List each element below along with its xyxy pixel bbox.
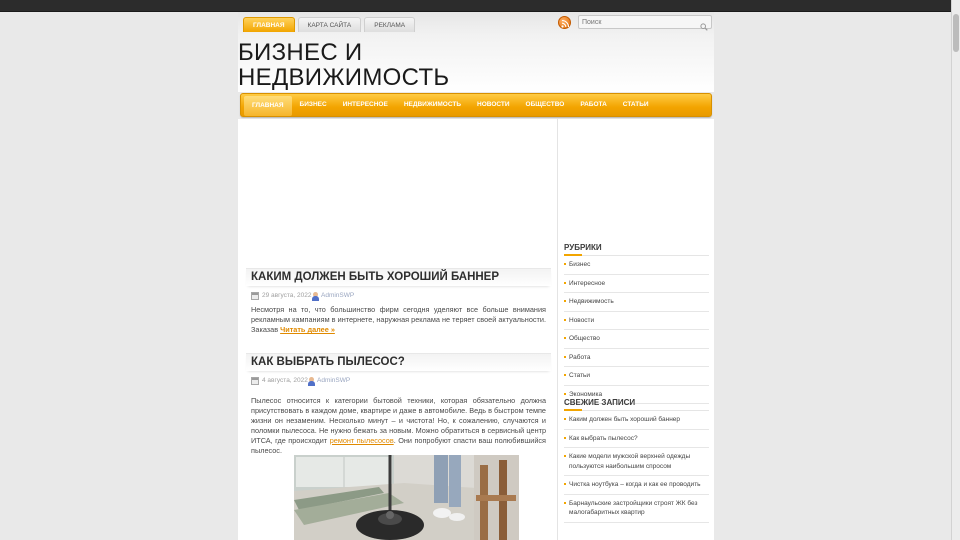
vertical-scrollbar[interactable]	[951, 0, 960, 540]
category-business[interactable]: Бизнес	[564, 256, 709, 275]
post-image-vacuum[interactable]	[294, 455, 519, 540]
post-date: 4 августа, 2022	[262, 377, 308, 384]
recent-post-link[interactable]: Барнаульские застройщики строят ЖК без малогабаритных квартир	[564, 495, 709, 523]
post-meta	[246, 374, 551, 390]
recent-post-link[interactable]: Какие модели мужской верхней одежды пользуются наибольшим спросом	[564, 448, 709, 476]
recent-posts-list	[564, 411, 709, 523]
category-news[interactable]: Новости	[564, 312, 709, 331]
post-excerpt	[246, 396, 551, 456]
recent-post-link[interactable]: Как выбрать пылесос?	[564, 430, 709, 449]
post-date: 29 августа, 2022	[262, 292, 312, 299]
post-title[interactable]: КАКИМ ДОЛЖЕН БЫТЬ ХОРОШИЙ БАННЕР	[251, 271, 500, 283]
nav-work[interactable]: РАБОТА	[580, 101, 607, 108]
nav-home[interactable]: ГЛАВНАЯ	[244, 96, 292, 116]
category-real-estate[interactable]: Недвижимость	[564, 293, 709, 312]
scrollbar-thumb[interactable]	[953, 14, 959, 52]
post-excerpt-text: Пылесос относится к категории бытовой техники, которая обязательно должна присутствовать в каждом доме, квартире и даже в автомобиле. Ведь в быстром темпе жизни он незаменим. Несколько минут – и чистота! Но, к сожалению, случаются и поломки пылесоса. Не нужно бежать за новым. Можно обратиться в сервисный центр ИТСА, где происходит	[251, 396, 546, 445]
nav-articles[interactable]: СТАТЬИ	[622, 101, 649, 108]
post	[246, 353, 551, 456]
top-navigation	[243, 17, 415, 32]
category-work[interactable]: Работа	[564, 349, 709, 368]
nav-society[interactable]: ОБЩЕСТВО	[525, 101, 565, 108]
nav-news[interactable]: НОВОСТИ	[477, 101, 510, 108]
sidebar	[557, 119, 714, 540]
post	[246, 268, 551, 335]
post-author[interactable]: AdminSWP	[321, 292, 355, 299]
recent-posts-widget	[564, 398, 709, 523]
post-excerpt	[246, 305, 551, 335]
post-meta	[246, 289, 551, 305]
nav-interesting[interactable]: ИНТЕРЕСНОЕ	[342, 101, 388, 108]
top-nav-home[interactable]: ГЛАВНАЯ	[243, 17, 295, 32]
categories-title: РУБРИКИ	[564, 243, 709, 256]
post-title-bar	[246, 353, 551, 371]
read-more-link[interactable]: Читать далее »	[280, 325, 335, 334]
main-content	[238, 119, 557, 540]
category-economy[interactable]: Экономика	[564, 386, 709, 405]
site-title-line-2: НЕДВИЖИМОСТЬ	[238, 64, 450, 91]
recent-posts-title: СВЕЖИЕ ЗАПИСИ	[564, 398, 709, 411]
categories-widget	[564, 243, 709, 404]
calendar-icon	[251, 377, 259, 385]
search-box	[578, 15, 712, 29]
search-icon[interactable]	[700, 18, 708, 36]
recent-post-link[interactable]: Каким должен быть хороший баннер	[564, 411, 709, 430]
user-icon	[312, 292, 319, 301]
main-navigation	[240, 93, 712, 117]
top-nav-advertising[interactable]: РЕКЛАМА	[364, 17, 415, 32]
category-interesting[interactable]: Интересное	[564, 275, 709, 294]
recent-post-link[interactable]: Чистка ноутбука – когда и как ее проводить	[564, 476, 709, 495]
calendar-icon	[251, 292, 259, 300]
browser-top-bar	[0, 0, 960, 12]
categories-list	[564, 256, 709, 404]
post-title[interactable]: КАК ВЫБРАТЬ ПЫЛЕСОС?	[251, 356, 405, 368]
site-title[interactable]	[238, 40, 449, 90]
post-author[interactable]: AdminSWP	[317, 377, 351, 384]
top-nav-sitemap[interactable]: КАРТА САЙТА	[298, 17, 362, 32]
post-excerpt-text: Несмотря на то, что большинство фирм сегодня уделяют все больше внимания рекламным кампаниям в интернете, наружная реклама не теряет своей актуальности. Заказав	[251, 305, 546, 334]
nav-real-estate[interactable]: НЕДВИЖИМОСТЬ	[403, 101, 462, 108]
user-icon	[308, 377, 315, 386]
nav-business[interactable]: БИЗНЕС	[299, 101, 327, 108]
rss-icon[interactable]	[558, 16, 571, 29]
category-society[interactable]: Общество	[564, 330, 709, 349]
post-title-bar	[246, 268, 551, 286]
post-excerpt-text-end: . Они попробуют спасти ваш полюбившийся пылесос.	[251, 436, 546, 455]
page-wrapper	[238, 12, 714, 540]
search-input[interactable]	[582, 16, 692, 28]
repair-link[interactable]: ремонт пылесосов	[329, 436, 394, 445]
site-title-line-1: БИЗНЕС И	[238, 39, 363, 66]
category-articles[interactable]: Статьи	[564, 367, 709, 386]
